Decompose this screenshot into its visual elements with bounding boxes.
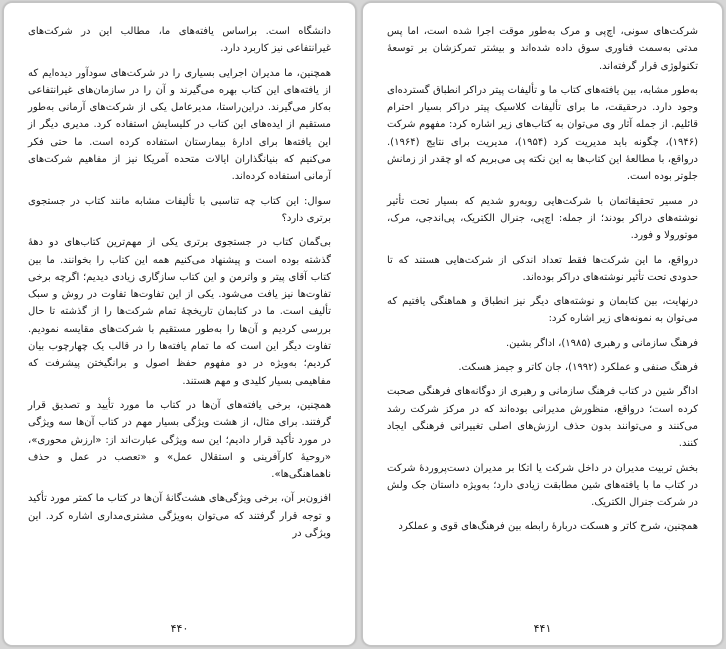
paragraph: فرهنگ صنفی و عملکرد (۱۹۹۲)، جان کاتر و جیمز هسکت. (458, 362, 698, 374)
paragraph: همچنین، برخی یافته‌های آن‌ها در کتاب ما مورد تأیید و تصدیق قرار گرفتند. برای مثال، از هشت ویژگی بسیار مهم در کتاب آن‌ها سه ویژگی در مورد تأکید قرار دادیم؛ این سه ویژگی عبارت‌اند از: «ارزش محوری»، «روحیهٔ کارآفرینی و استقلال عمل» و «تعصب در عمل و حذف ناهماهنگی‌ها». (28, 399, 331, 481)
page-number: ۴۴۱ (533, 622, 552, 635)
paragraph: درنهایت، بین کتابمان و نوشته‌های دیگر نیز انطباق و هماهنگی یافتیم که می‌توان به نمونه‌های زیر اشاره کرد: (387, 296, 698, 325)
paragraph: اداگر شین در کتاب فرهنگ سازمانی و رهبری از دوگانه‌های فرهنگی صحبت کرده است؛ درواقع، منظورش مدیرانی بوده‌اند که در مرکز شرکت رشد می‌کنند و می‌توانند بدون حذف ارزش‌های اصلی تغییراتی فرهنگی ایجاد کنند. (387, 386, 698, 450)
paragraph: همچنین، ما مدیران اجرایی بسیاری را در شرکت‌های سودآور دیده‌ایم که از یافته‌های این کتاب بهره می‌گیرند و آن را در سازمان‌های غیرانتفاعی به‌کار می‌گیرند. دراین‌راستا، مدیرعامل یکی از شرکت‌های آرمانی به‌طور مستقیم از ایده‌های این کتاب در کلیسایش استفاده کرد. مدیری دیگر از این یافته‌ها برای ادارهٔ بیمارستان استفاده کرده است. ما حتی فکر می‌کنیم که بنیانگذاران ایالات متحده آمریکا نیز از مفاهیم شرکت‌های آرمانی استفاده کرده‌اند. (28, 67, 331, 183)
right-page (362, 2, 723, 646)
paragraph: بی‌گمان کتاب در جستجوی برتری یکی از مهم‌ترین کتاب‌های دو دههٔ گذشته بوده است و پیشنهاد می‌کنیم همه این کتاب را بخوانند. ما بین کتاب آقای پیتر و واترمن و این کتاب سازگاری زیادی دیدیم؛ اگرچه برخی تفاوت‌ها نیز یافت می‌شود. یکی از این تفاوت‌ها تفاوت در روش و سبک تألیف است. ما در کتابمان تاریخچهٔ تمام شرکت‌ها را از گذشته تا حال بررسی کردیم و آن‌ها را به‌طور مستقیم با شرکت‌های مقایسه نمودیم. تفاوت دیگر این است که ما تمام یافته‌ها را در قالب یک چهارچوب بیان کردیم؛ به‌ویژه در دو مفهوم حفظ اصول و برانگیختن پیشرفت که مفاهیمی بسیار کلیدی و مهم هستند. (28, 237, 331, 387)
right-page-text (387, 23, 698, 543)
paragraph: شرکت‌های سونی، اچ‌پی و مرک به‌طور موقت اجرا شده است، اما پس مدتی به‌سمت فناوری سوق داده شده‌اند و بیشتر تمرکزشان بر توسعهٔ تکنولوژی قرار گرفته‌اند. (387, 26, 698, 72)
paragraph: در مسیر تحقیقاتمان با شرکت‌هایی روبه‌رو شدیم که بسیار تحت تأثیر نوشته‌های دراکر بودند؛ از جمله: اچ‌پی، جنرال الکتریک، پی‌اندجی، مرک، موتورولا و فورد. (387, 195, 698, 242)
left-page-text (28, 23, 331, 549)
paragraph: دانشگاه است. براساس یافته‌های ما، مطالب این در شرکت‌های غیرانتفاعی نیز کاربرد دارد. (28, 26, 331, 55)
paragraph: افزون‌بر آن، برخی ویژگی‌های هشت‌گانهٔ آن‌ها در کتاب ما کمتر مورد تأکید و توجه قرار گرفتند که می‌توان به‌ویژگی مشتری‌مداری اشاره کرد. این ویژگی در (28, 493, 331, 540)
paragraph: همچنین، شرح کاتر و هسکت دربارهٔ رابطه بین فرهنگ‌های قوی و عملکرد (398, 521, 698, 533)
page-number: ۴۴۰ (170, 622, 189, 635)
left-page (3, 2, 356, 646)
paragraph: به‌طور مشابه، بین یافته‌های کتاب ما و تألیفات پیتر دراکر انطباق گسترده‌ای وجود دارد. درحقیقت، ما برای تألیفات کلاسیک پیتر دراکر بسیار احترام قائلیم. از جمله آثار وی می‌توان به کتاب‌های زیر اشاره کرد: مفهوم شرکت (۱۹۴۶)، چگونه باید مدیریت کرد (۱۹۵۴)، مدیریت برای نتایج (۱۹۶۴). درواقع، با مطالعهٔ این کتاب‌ها به این نکته پی می‌بریم که او چقدر از زمانش جلوتر بوده است. (387, 84, 698, 183)
paragraph: درواقع، ما این شرکت‌ها فقط تعداد اندکی از شرکت‌هایی هستند که تا حدودی تحت تأثیر نوشته‌های دراکر بوده‌اند. (387, 254, 698, 283)
paragraph: سوال: این کتاب چه تناسبی با تألیفات مشابه مانند کتاب در جستجوی برتری دارد؟ (28, 195, 331, 224)
paragraph: بخش تربیت مدیران در داخل شرکت یا اتکا بر مدیران دست‌پروردهٔ شرکت در کتاب ما با یافته‌های شین مطابقت زیادی دارد؛ به‌ویژه داستان جک ولش در شرکت جنرال الکتریک. (387, 462, 698, 509)
paragraph: فرهنگ سازمانی و رهبری (۱۹۸۵)، اداگر بشین. (505, 337, 698, 349)
